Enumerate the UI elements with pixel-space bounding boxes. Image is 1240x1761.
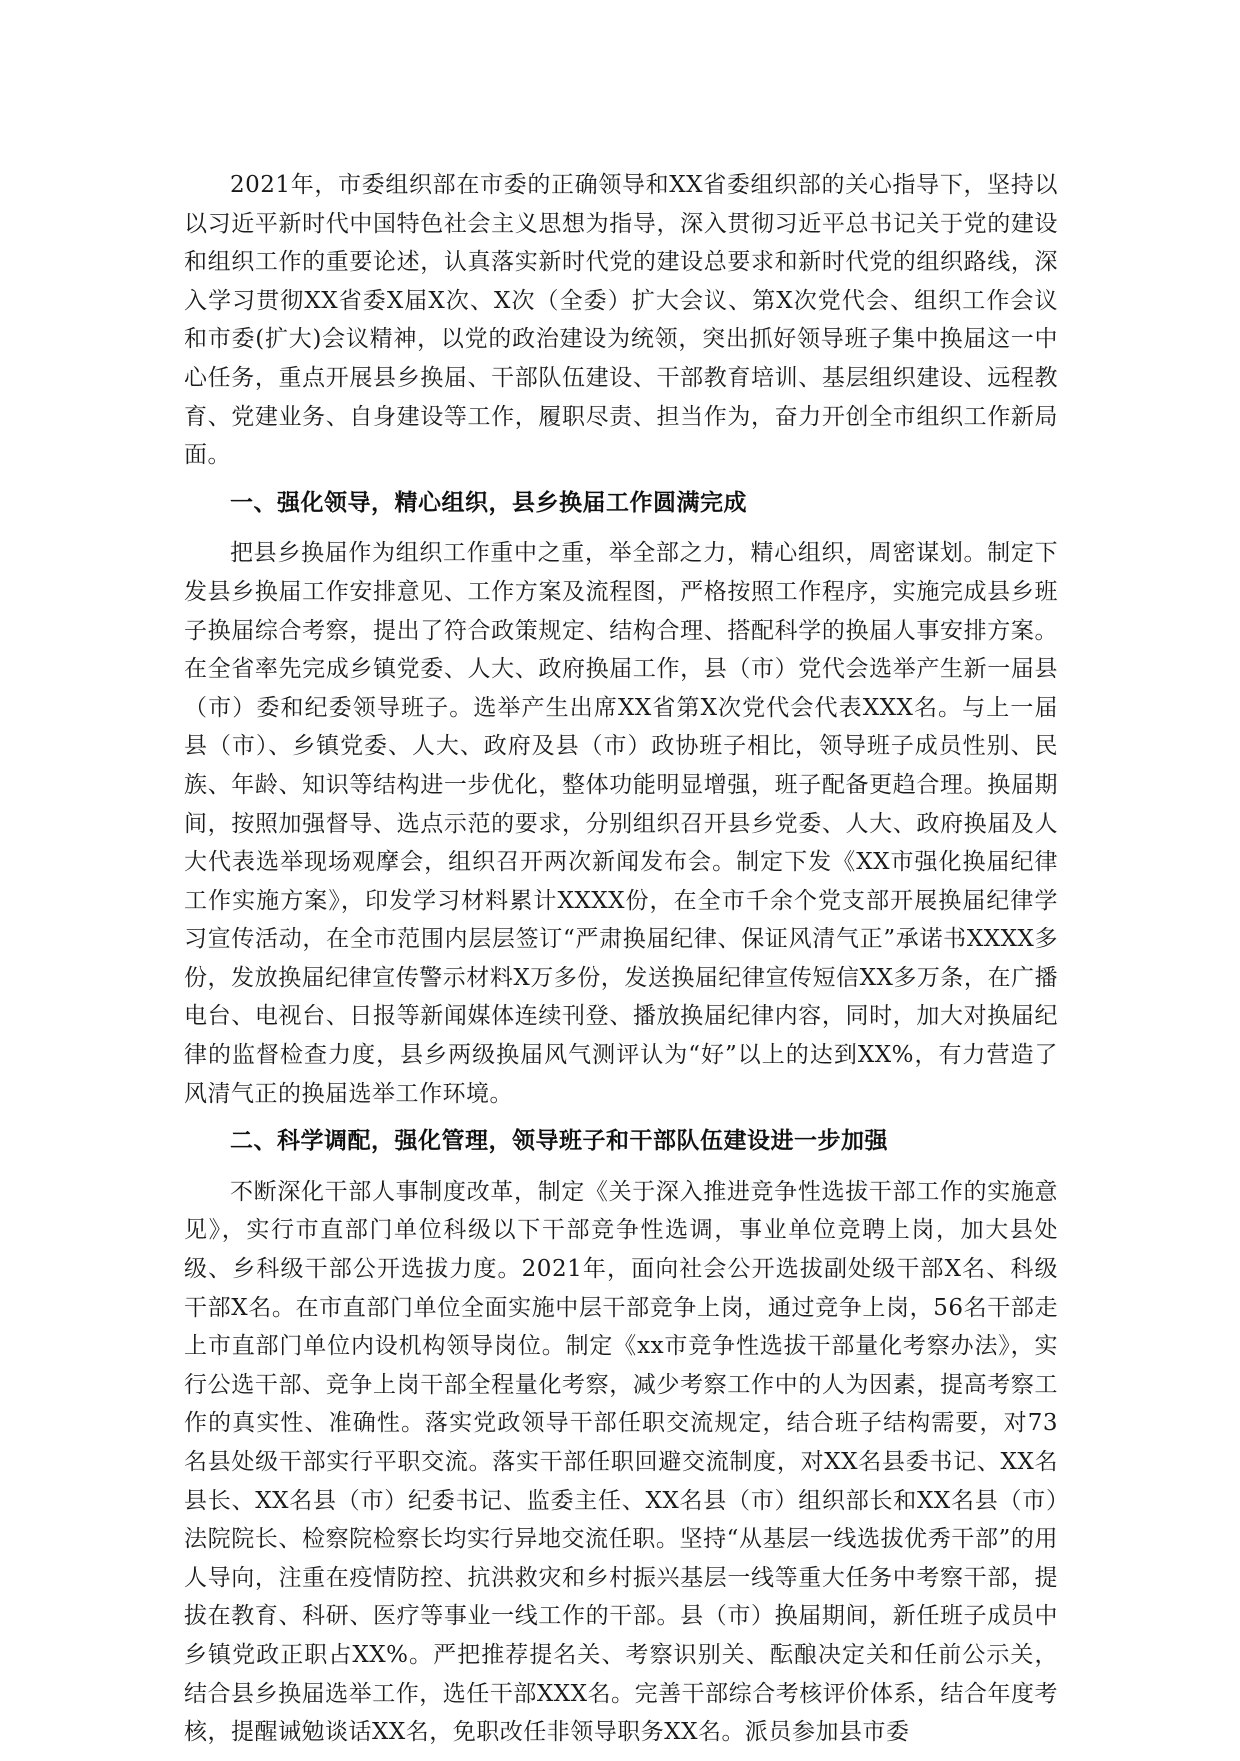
section-2-heading: 二、科学调配，强化管理，领导班子和干部队伍建设进一步加强: [230, 1128, 888, 1155]
section-1-heading: 一、强化领导，精心组织，县乡换届工作圆满完成: [230, 489, 747, 516]
document-body: [184, 166, 1058, 1761]
section-1-paragraph: 把县乡换届作为组织工作重中之重，举全部之力，精心组织，周密谋划。制定下发县乡换届工作安排意见、工作方案及流程图，严格按照工作程序，实施完成县乡班子换届综合考察，提出了符合政策规定、结构合理、搭配科学的换届人事安排方案。在全省率先完成乡镇党委、人大、政府换届工作，县（市）党代会选举产生新一届县（市）委和纪委领导班子。选举产生出席XX省第X次党代会代表XXX名。与上一届县（市）、乡镇党委、人大、政府及县（市）政协班子相比，领导班子成员性别、民族、年龄、知识等结构进一步优化，整体功能明显增强，班子配备更趋合理。换届期间，按照加强督导、选点示范的要求，分别组织召开县乡党委、人大、政府换届及人大代表选举现场观摩会，组织召开两次新闻发布会。制定下发《XX市强化换届纪律工作实施方案》，印发学习材料累计XXXX份，在全市千余个党支部开展换届纪律学习宣传活动，在全市范围内层层签订“严肃换届纪律、保证风清气正”承诺书XXXX多份，发放换届纪律宣传警示材料X万多份，发送换届纪律宣传短信XX多万条，在广播电台、电视台、日报等新闻媒体连续刊登、播放换届纪律内容，同时，加大对换届纪律的监督检查力度，县乡两级换届风气测评认为“好”以上的达到XX%，有力营造了风清气正的换届选举工作环境。: [184, 540, 1058, 1107]
section-2-paragraph: 不断深化干部人事制度改革，制定《关于深入推进竞争性选拔干部工作的实施意见》，实行市直部门单位科级以下干部竞争性选调，事业单位竞聘上岗，加大县处级、乡科级干部公开选拔力度。2021年，面向社会公开选拔副处级干部X名、科级干部X名。在市直部门单位全面实施中层干部竞争上岗，通过竞争上岗，56名干部走上市直部门单位内设机构领导岗位。制定《xx市竞争性选拔干部量化考察办法》，实行公选干部、竞争上岗干部全程量化考察，减少考察工作中的人为因素，提高考察工作的真实性、准确性。落实党政领导干部任职交流规定，结合班子结构需要，对73名县处级干部实行平职交流。落实干部任职回避交流制度，对XX名县委书记、XX名县长、XX名县（市）纪委书记、监委主任、XX名县（市）组织部长和XX名县（市）法院院长、检察院检察长均实行异地交流任职。坚持“从基层一线选拔优秀干部”的用人导向，注重在疫情防控、抗洪救灾和乡村振兴基层一线等重大任务中考察干部，提拔在教育、科研、医疗等事业一线工作的干部。县（市）换届期间，新任班子成员中乡镇党政正职占XX%。严把推荐提名关、考察识别关、酝酿决定关和任前公示关，结合县乡换届选举工作，选任干部XXX名。完善干部综合考核评价体系，结合年度考核，提醒诫勉谈话XX名，免职改任非领导职务XX名。派员参加县市委: [184, 1178, 1058, 1746]
intro-paragraph: 2021年，市委组织部在市委的正确领导和XX省委组织部的关心指导下，坚持以以习近平新时代中国特色社会主义思想为指导，深入贯彻习近平总书记关于党的建设和组织工作的重要论述，认真落实新时代党的建设总要求和新时代党的组织路线，深入学习贯彻XX省委X届X次、X次（全委）扩大会议、第X次党代会、组织工作会议和市委(扩大)会议精神，以党的政治建设为统领，突出抓好领导班子集中换届这一中心任务，重点开展县乡换届、干部队伍建设、干部教育培训、基层组织建设、远程教育、党建业务、自身建设等工作，履职尽责、担当作为，奋力开创全市组织工作新局面。: [184, 172, 1058, 469]
